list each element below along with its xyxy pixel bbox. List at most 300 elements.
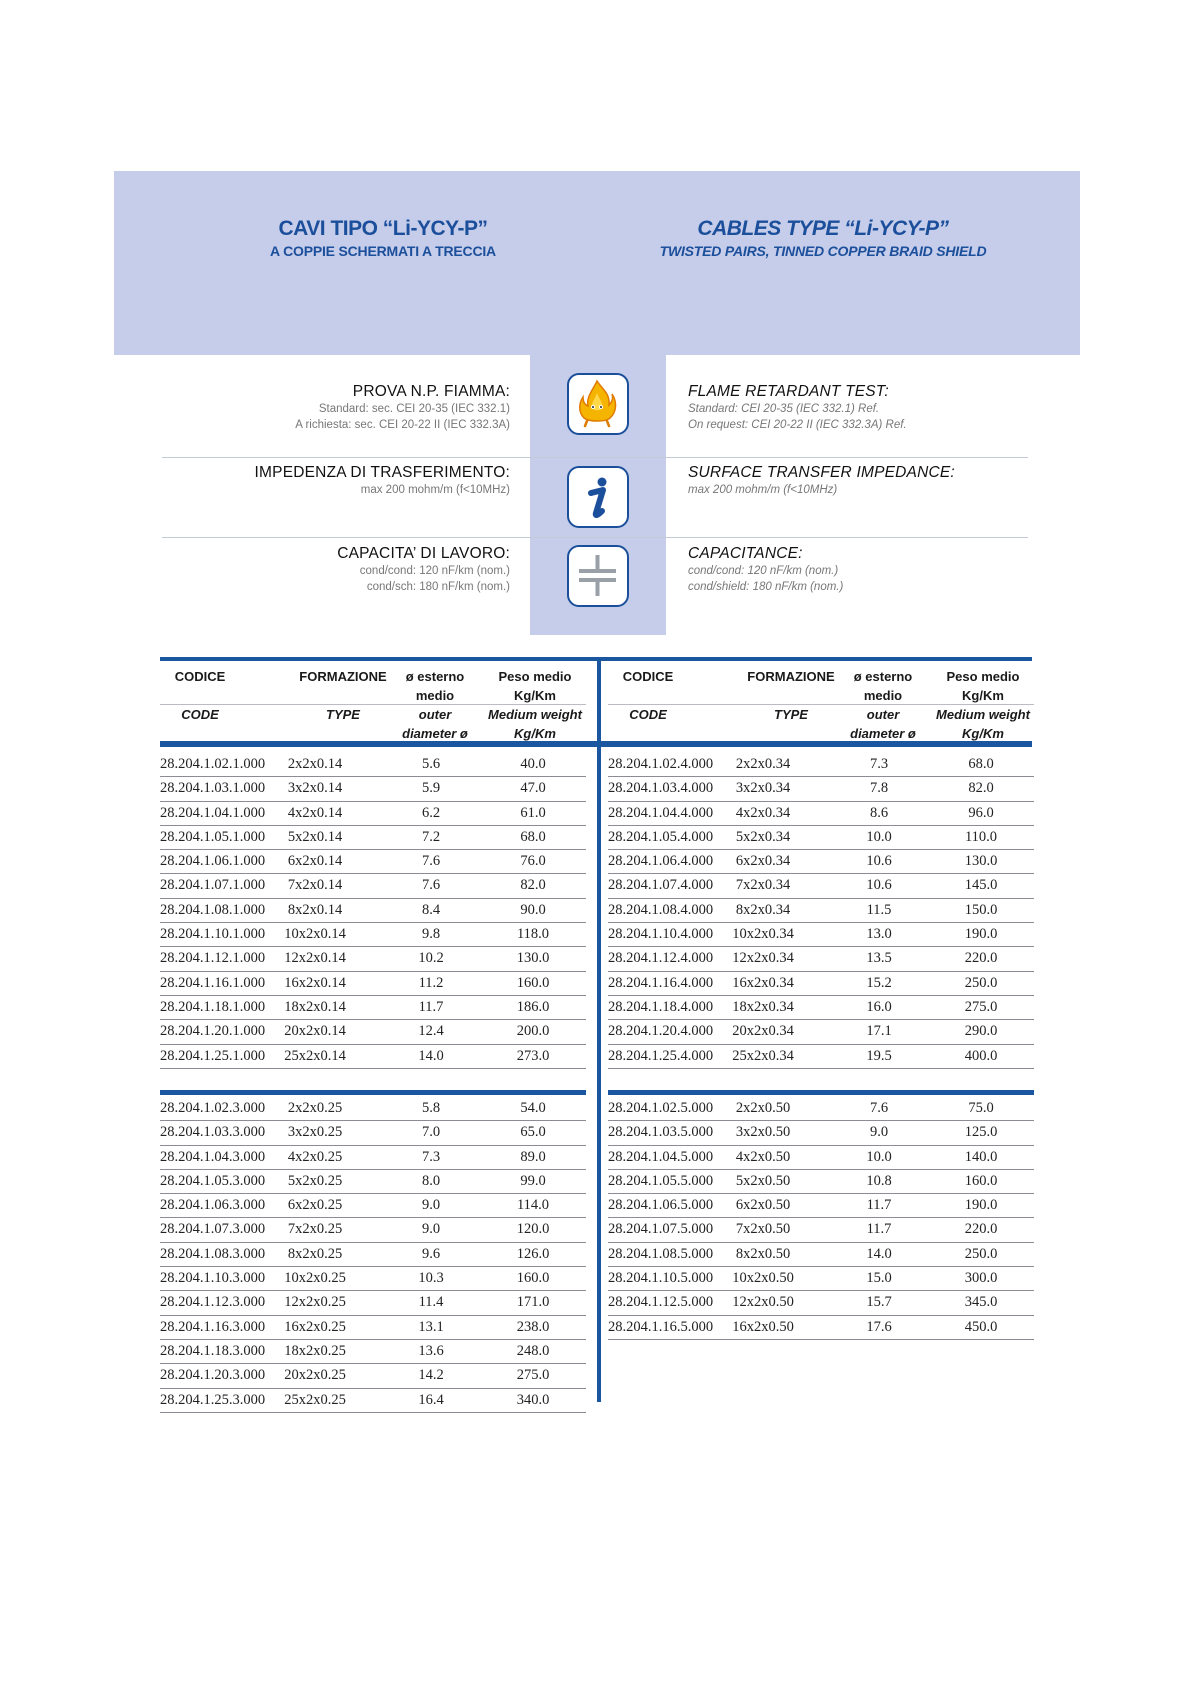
cell-diameter: 8.6 xyxy=(869,804,889,821)
cell-weight: 120.0 xyxy=(516,1221,550,1238)
info-icon xyxy=(567,466,629,528)
table-row xyxy=(608,1097,1034,1121)
cell-code: 28.204.1.10.4.000 xyxy=(608,926,714,943)
cell-weight: 160.0 xyxy=(516,1270,550,1287)
cell-code: 28.204.1.18.1.000 xyxy=(160,998,266,1015)
cell-weight: 99.0 xyxy=(520,1172,546,1189)
spec-line: cond/sch: 180 nF/km (nom.) xyxy=(366,581,510,593)
cell-diameter: 10.6 xyxy=(866,853,892,870)
table-row xyxy=(608,826,1034,850)
cell-diameter: 7.6 xyxy=(421,877,441,894)
cell-code: 28.204.1.16.5.000 xyxy=(608,1318,714,1335)
spec-line: A richiesta: sec. CEI 20-22 II (IEC 332.3A) xyxy=(295,419,510,431)
cell-weight: 118.0 xyxy=(516,926,550,943)
cell-code: 28.204.1.18.4.000 xyxy=(608,998,714,1015)
table-row xyxy=(608,850,1034,874)
cell-code: 28.204.1.20.3.000 xyxy=(160,1367,266,1384)
cell-code: 28.204.1.03.1.000 xyxy=(160,780,266,797)
table-row xyxy=(160,1291,586,1315)
cell-code: 28.204.1.25.4.000 xyxy=(608,1047,714,1064)
cell-type: 2x2x0.14 xyxy=(287,756,343,772)
cell-diameter: 16.4 xyxy=(418,1391,444,1408)
table-row xyxy=(160,802,586,826)
cell-weight: 68.0 xyxy=(968,756,994,772)
cell-weight: 130.0 xyxy=(516,950,550,967)
cell-weight: 145.0 xyxy=(964,877,998,894)
table-row xyxy=(608,1020,1034,1044)
cell-diameter: 10.6 xyxy=(866,877,892,894)
cell-type: 16x2x0.25 xyxy=(284,1318,346,1335)
cell-code: 28.204.1.03.5.000 xyxy=(608,1124,714,1141)
table-row xyxy=(608,802,1034,826)
cell-weight: 130.0 xyxy=(964,853,998,870)
col-diameter-en: outer diameter ø xyxy=(402,707,468,741)
cell-type: 25x2x0.14 xyxy=(284,1047,346,1064)
spec-capacitance-it xyxy=(150,545,510,595)
table-row xyxy=(160,777,586,801)
cell-diameter: 11.7 xyxy=(418,998,444,1015)
table-row xyxy=(160,1194,586,1218)
cell-type: 2x2x0.34 xyxy=(735,756,791,772)
cell-type: 20x2x0.25 xyxy=(284,1367,346,1384)
cell-code: 28.204.1.04.4.000 xyxy=(608,804,714,821)
cell-weight: 126.0 xyxy=(516,1245,550,1262)
cell-diameter: 10.0 xyxy=(866,828,892,845)
cell-weight: 273.0 xyxy=(516,1047,550,1064)
cell-code: 28.204.1.25.1.000 xyxy=(160,1047,266,1064)
cell-code: 28.204.1.10.3.000 xyxy=(160,1270,266,1287)
table-row xyxy=(608,1146,1034,1170)
cell-code: 28.204.1.06.4.000 xyxy=(608,853,714,870)
col-weight-header xyxy=(485,667,585,743)
cell-weight: 82.0 xyxy=(968,780,994,797)
cell-diameter: 9.6 xyxy=(421,1245,441,1262)
cell-diameter: 14.0 xyxy=(866,1245,892,1262)
table-row xyxy=(160,947,586,971)
cell-diameter: 12.4 xyxy=(418,1023,444,1040)
table-row xyxy=(160,923,586,947)
col-code-en: CODE xyxy=(181,707,219,722)
cell-type: 2x2x0.25 xyxy=(287,1100,343,1116)
cell-diameter: 6.2 xyxy=(421,804,441,821)
cell-code: 28.204.1.16.1.000 xyxy=(160,974,266,991)
col-type-it: FORMAZIONE xyxy=(747,669,835,684)
cell-weight: 160.0 xyxy=(964,1172,998,1189)
col-type-en: TYPE xyxy=(774,707,808,722)
cell-type: 6x2x0.34 xyxy=(735,853,791,870)
spec-line: max 200 mohm/m (f<10MHz) xyxy=(688,484,838,496)
cell-weight: 300.0 xyxy=(964,1270,998,1287)
cell-diameter: 17.6 xyxy=(866,1318,892,1335)
cell-code: 28.204.1.08.4.000 xyxy=(608,901,714,918)
spec-line: cond/cond: 120 nF/km (nom.) xyxy=(688,565,839,577)
cell-type: 3x2x0.50 xyxy=(735,1124,791,1141)
cell-code: 28.204.1.03.3.000 xyxy=(160,1124,266,1141)
cell-weight: 171.0 xyxy=(516,1294,550,1311)
col-code-it: CODICE xyxy=(622,669,674,684)
cell-type: 5x2x0.50 xyxy=(735,1172,791,1189)
cell-code: 28.204.1.07.3.000 xyxy=(160,1221,266,1238)
cell-diameter: 8.4 xyxy=(421,901,441,918)
col-weight-it: Peso medio Kg/Km xyxy=(498,669,572,703)
col-diameter-header xyxy=(848,667,918,743)
cell-weight: 186.0 xyxy=(516,998,550,1015)
italian-subtitle: A COPPIE SCHERMATI A TRECCIA xyxy=(270,243,496,259)
table-row xyxy=(608,923,1034,947)
italian-title-block xyxy=(173,217,593,259)
table-row xyxy=(608,1194,1034,1218)
cell-type: 4x2x0.14 xyxy=(287,804,343,821)
cell-type: 5x2x0.14 xyxy=(287,828,343,845)
cell-weight: 400.0 xyxy=(964,1047,998,1064)
col-type-header xyxy=(746,667,836,724)
cell-diameter: 14.2 xyxy=(418,1367,444,1384)
cell-type: 8x2x0.25 xyxy=(287,1245,343,1262)
cell-type: 16x2x0.50 xyxy=(732,1318,794,1335)
col-weight-it: Peso medio Kg/Km xyxy=(946,669,1020,703)
table-row xyxy=(160,850,586,874)
cell-code: 28.204.1.05.1.000 xyxy=(160,828,266,845)
cell-type: 12x2x0.14 xyxy=(284,950,346,967)
group-rule xyxy=(608,1090,1034,1095)
spec-title: CAPACITANCE: xyxy=(688,545,803,562)
cell-weight: 238.0 xyxy=(516,1318,550,1335)
cell-weight: 345.0 xyxy=(964,1294,998,1311)
table-row xyxy=(608,972,1034,996)
cell-diameter: 11.5 xyxy=(866,901,892,918)
cell-type: 10x2x0.50 xyxy=(732,1270,794,1287)
cell-type: 7x2x0.50 xyxy=(735,1221,791,1238)
cell-code: 28.204.1.05.3.000 xyxy=(160,1172,266,1189)
table-row xyxy=(608,1316,1034,1340)
table-row xyxy=(608,947,1034,971)
cell-diameter: 10.0 xyxy=(866,1148,892,1165)
table-row xyxy=(160,1389,586,1413)
cell-diameter: 5.8 xyxy=(421,1100,441,1116)
cell-code: 28.204.1.03.4.000 xyxy=(608,780,714,797)
table-row xyxy=(608,1170,1034,1194)
col-weight-header xyxy=(933,667,1033,743)
cell-weight: 82.0 xyxy=(520,877,546,894)
cell-code: 28.204.1.20.4.000 xyxy=(608,1023,714,1040)
cell-weight: 248.0 xyxy=(516,1342,550,1359)
italian-title: CAVI TIPO “Li-YCY-P” xyxy=(278,217,488,240)
table-row xyxy=(160,996,586,1020)
cell-code: 28.204.1.02.1.000 xyxy=(160,756,266,772)
cell-diameter: 11.2 xyxy=(418,974,444,991)
spec-line: max 200 mohm/m (f<10MHz) xyxy=(360,484,510,496)
cell-weight: 220.0 xyxy=(964,950,998,967)
col-weight-en: Medium weight Kg/Km xyxy=(488,707,582,741)
table-row xyxy=(608,1045,1034,1069)
cell-code: 28.204.1.05.5.000 xyxy=(608,1172,714,1189)
table-row xyxy=(160,753,586,777)
cell-type: 10x2x0.25 xyxy=(284,1270,346,1287)
cell-weight: 190.0 xyxy=(964,926,998,943)
cell-type: 6x2x0.25 xyxy=(287,1197,343,1214)
cell-weight: 125.0 xyxy=(964,1124,998,1141)
cell-code: 28.204.1.05.4.000 xyxy=(608,828,714,845)
cell-diameter: 13.0 xyxy=(866,926,892,943)
header-banner xyxy=(114,171,1080,355)
cell-diameter: 9.0 xyxy=(869,1124,889,1141)
table-group xyxy=(608,1097,1034,1340)
divider xyxy=(162,537,1028,538)
table-row xyxy=(160,826,586,850)
table-row xyxy=(608,777,1034,801)
divider xyxy=(162,457,1028,458)
table-row xyxy=(160,1243,586,1267)
col-type-en: TYPE xyxy=(326,707,360,722)
cell-type: 7x2x0.25 xyxy=(287,1221,343,1238)
spec-title: PROVA N.P. FIAMMA: xyxy=(352,383,510,400)
cell-type: 3x2x0.14 xyxy=(287,780,343,797)
cell-weight: 54.0 xyxy=(520,1100,546,1116)
cell-diameter: 19.5 xyxy=(866,1047,892,1064)
cell-type: 6x2x0.14 xyxy=(287,853,343,870)
cell-diameter: 7.0 xyxy=(421,1124,441,1141)
cell-code: 28.204.1.12.4.000 xyxy=(608,950,714,967)
cell-weight: 450.0 xyxy=(964,1318,998,1335)
table-row xyxy=(160,1146,586,1170)
col-diameter-header xyxy=(400,667,470,743)
cell-weight: 89.0 xyxy=(520,1148,546,1165)
cell-code: 28.204.1.07.1.000 xyxy=(160,877,266,894)
cell-code: 28.204.1.02.5.000 xyxy=(608,1100,714,1116)
cell-diameter: 9.0 xyxy=(421,1197,441,1214)
cell-weight: 340.0 xyxy=(516,1391,550,1408)
col-weight-en: Medium weight Kg/Km xyxy=(936,707,1030,741)
cell-type: 5x2x0.34 xyxy=(735,828,791,845)
cell-code: 28.204.1.04.3.000 xyxy=(160,1148,266,1165)
cell-type: 8x2x0.14 xyxy=(287,901,343,918)
spec-line: cond/shield: 180 nF/km (nom.) xyxy=(688,581,844,593)
cell-code: 28.204.1.07.4.000 xyxy=(608,877,714,894)
table-group xyxy=(608,753,1034,1069)
cell-weight: 90.0 xyxy=(520,901,546,918)
cell-diameter: 14.0 xyxy=(418,1047,444,1064)
col-code-header xyxy=(608,667,688,724)
flame-icon xyxy=(567,373,629,435)
cell-diameter: 15.2 xyxy=(866,974,892,991)
cell-code: 28.204.1.06.5.000 xyxy=(608,1197,714,1214)
table-row xyxy=(608,874,1034,898)
cell-weight: 190.0 xyxy=(964,1197,998,1214)
cell-weight: 65.0 xyxy=(520,1124,546,1141)
cell-diameter: 10.8 xyxy=(866,1172,892,1189)
cell-weight: 40.0 xyxy=(520,756,546,772)
cell-weight: 290.0 xyxy=(964,1023,998,1040)
cell-weight: 200.0 xyxy=(516,1023,550,1040)
english-title: CABLES TYPE “Li-YCY-P” xyxy=(697,217,949,240)
cell-type: 3x2x0.34 xyxy=(735,780,791,797)
spec-impedance-en xyxy=(688,464,1048,498)
cell-diameter: 11.7 xyxy=(866,1221,892,1238)
table-top-rule xyxy=(160,657,1032,661)
cell-diameter: 7.8 xyxy=(869,780,889,797)
cell-diameter: 9.0 xyxy=(421,1221,441,1238)
spec-title: IMPEDENZA DI TRASFERIMENTO: xyxy=(254,464,510,481)
cell-diameter: 7.6 xyxy=(869,1100,889,1116)
col-diameter-it: ø esterno medio xyxy=(853,669,913,703)
table-row xyxy=(160,1045,586,1069)
cell-diameter: 13.6 xyxy=(418,1342,444,1359)
cell-diameter: 13.5 xyxy=(866,950,892,967)
col-code-it: CODICE xyxy=(174,669,226,684)
cell-weight: 61.0 xyxy=(520,804,546,821)
cell-type: 18x2x0.25 xyxy=(284,1342,346,1359)
col-type-header xyxy=(298,667,388,724)
table-row xyxy=(160,1097,586,1121)
cell-diameter: 10.3 xyxy=(418,1270,444,1287)
cell-code: 28.204.1.04.1.000 xyxy=(160,804,266,821)
cell-diameter: 5.9 xyxy=(421,780,441,797)
cell-code: 28.204.1.02.4.000 xyxy=(608,756,714,772)
spec-capacitance-en xyxy=(688,545,1048,595)
cell-weight: 110.0 xyxy=(964,828,998,845)
spec-flame-en xyxy=(688,383,1048,433)
cell-weight: 220.0 xyxy=(964,1221,998,1238)
cell-type: 8x2x0.50 xyxy=(735,1245,791,1262)
spec-title: CAPACITA’ DI LAVORO: xyxy=(337,545,510,562)
cell-code: 28.204.1.08.1.000 xyxy=(160,901,266,918)
capacitor-icon xyxy=(567,545,629,607)
cell-code: 28.204.1.07.5.000 xyxy=(608,1221,714,1238)
spec-title: SURFACE TRANSFER IMPEDANCE: xyxy=(688,464,955,481)
table-center-rule xyxy=(597,657,601,1402)
cell-type: 5x2x0.25 xyxy=(287,1172,343,1189)
table-row xyxy=(160,1218,586,1242)
cell-type: 12x2x0.34 xyxy=(732,950,794,967)
table-row xyxy=(608,753,1034,777)
cell-type: 18x2x0.14 xyxy=(284,998,346,1015)
cell-code: 28.204.1.10.1.000 xyxy=(160,926,266,943)
cell-weight: 275.0 xyxy=(516,1367,550,1384)
table-row xyxy=(160,899,586,923)
cell-code: 28.204.1.18.3.000 xyxy=(160,1342,266,1359)
spec-title: FLAME RETARDANT TEST: xyxy=(688,383,889,400)
cell-code: 28.204.1.20.1.000 xyxy=(160,1023,266,1040)
cell-type: 20x2x0.34 xyxy=(732,1023,794,1040)
cell-type: 16x2x0.34 xyxy=(732,974,794,991)
col-type-it: FORMAZIONE xyxy=(299,669,387,684)
table-row xyxy=(160,1340,586,1364)
cell-type: 4x2x0.25 xyxy=(287,1148,343,1165)
cell-weight: 140.0 xyxy=(964,1148,998,1165)
table-row xyxy=(608,996,1034,1020)
cell-weight: 76.0 xyxy=(520,853,546,870)
english-subtitle: TWISTED PAIRS, TINNED COPPER BRAID SHIELD xyxy=(659,243,987,259)
cell-type: 12x2x0.50 xyxy=(732,1294,794,1311)
cell-code: 28.204.1.04.5.000 xyxy=(608,1148,714,1165)
col-diameter-en: outer diameter ø xyxy=(850,707,916,741)
table-row xyxy=(608,1267,1034,1291)
cell-code: 28.204.1.08.3.000 xyxy=(160,1245,266,1262)
cell-diameter: 16.0 xyxy=(866,998,892,1015)
cell-type: 6x2x0.50 xyxy=(735,1197,791,1214)
cell-code: 28.204.1.12.1.000 xyxy=(160,950,266,967)
table-row xyxy=(160,1121,586,1145)
cell-diameter: 10.2 xyxy=(418,950,444,967)
cell-weight: 75.0 xyxy=(968,1100,994,1116)
header-divider xyxy=(608,704,1034,705)
cell-code: 28.204.1.16.3.000 xyxy=(160,1318,266,1335)
spec-line: On request: CEI 20-22 II (IEC 332.3A) Ref. xyxy=(688,419,907,431)
cell-type: 7x2x0.34 xyxy=(735,877,791,894)
table-row xyxy=(160,972,586,996)
cell-weight: 250.0 xyxy=(964,1245,998,1262)
spec-flame-it xyxy=(150,383,510,433)
table-row xyxy=(608,1121,1034,1145)
cell-type: 7x2x0.14 xyxy=(287,877,343,894)
cell-diameter: 9.8 xyxy=(421,926,441,943)
table-row xyxy=(608,1218,1034,1242)
cell-type: 4x2x0.34 xyxy=(735,804,791,821)
cell-weight: 150.0 xyxy=(964,901,998,918)
cell-weight: 68.0 xyxy=(520,828,546,845)
table-group xyxy=(160,753,586,1069)
cell-code: 28.204.1.06.1.000 xyxy=(160,853,266,870)
cell-code: 28.204.1.10.5.000 xyxy=(608,1270,714,1287)
table-row xyxy=(160,1020,586,1044)
table-group xyxy=(160,1097,586,1413)
cell-diameter: 13.1 xyxy=(418,1318,444,1335)
cell-weight: 47.0 xyxy=(520,780,546,797)
table-row xyxy=(160,1170,586,1194)
cell-diameter: 7.3 xyxy=(421,1148,441,1165)
cell-code: 28.204.1.16.4.000 xyxy=(608,974,714,991)
cell-type: 25x2x0.34 xyxy=(732,1047,794,1064)
cell-diameter: 7.6 xyxy=(421,853,441,870)
table-row xyxy=(160,1267,586,1291)
header-divider xyxy=(160,704,586,705)
col-code-en: CODE xyxy=(629,707,667,722)
cell-code: 28.204.1.12.3.000 xyxy=(160,1294,266,1311)
cell-code: 28.204.1.25.3.000 xyxy=(160,1391,266,1408)
table-row xyxy=(160,1316,586,1340)
cell-type: 16x2x0.14 xyxy=(284,974,346,991)
cell-type: 25x2x0.25 xyxy=(284,1391,346,1408)
cell-diameter: 7.2 xyxy=(421,828,441,845)
cell-diameter: 7.3 xyxy=(869,756,889,772)
cell-type: 4x2x0.50 xyxy=(735,1148,791,1165)
table-row xyxy=(160,1364,586,1388)
cell-code: 28.204.1.06.3.000 xyxy=(160,1197,266,1214)
spec-line: Standard: sec. CEI 20-35 (IEC 332.1) xyxy=(318,403,510,415)
table-row xyxy=(608,1291,1034,1315)
group-rule xyxy=(160,1090,586,1095)
table-row xyxy=(608,899,1034,923)
cell-type: 3x2x0.25 xyxy=(287,1124,343,1141)
cell-type: 10x2x0.14 xyxy=(284,926,346,943)
cell-weight: 250.0 xyxy=(964,974,998,991)
spec-line: cond/cond: 120 nF/km (nom.) xyxy=(359,565,510,577)
spec-line: Standard: CEI 20-35 (IEC 332.1) Ref. xyxy=(688,403,880,415)
cell-type: 2x2x0.50 xyxy=(735,1100,791,1116)
spec-impedance-it xyxy=(150,464,510,498)
cell-diameter: 15.7 xyxy=(866,1294,892,1311)
cell-diameter: 11.7 xyxy=(866,1197,892,1214)
cell-weight: 96.0 xyxy=(968,804,994,821)
cell-diameter: 5.6 xyxy=(421,756,441,772)
cell-diameter: 15.0 xyxy=(866,1270,892,1287)
cell-weight: 114.0 xyxy=(516,1197,550,1214)
table-row xyxy=(608,1243,1034,1267)
cell-weight: 275.0 xyxy=(964,998,998,1015)
cell-type: 8x2x0.34 xyxy=(735,901,791,918)
cell-diameter: 11.4 xyxy=(418,1294,444,1311)
cell-code: 28.204.1.12.5.000 xyxy=(608,1294,714,1311)
